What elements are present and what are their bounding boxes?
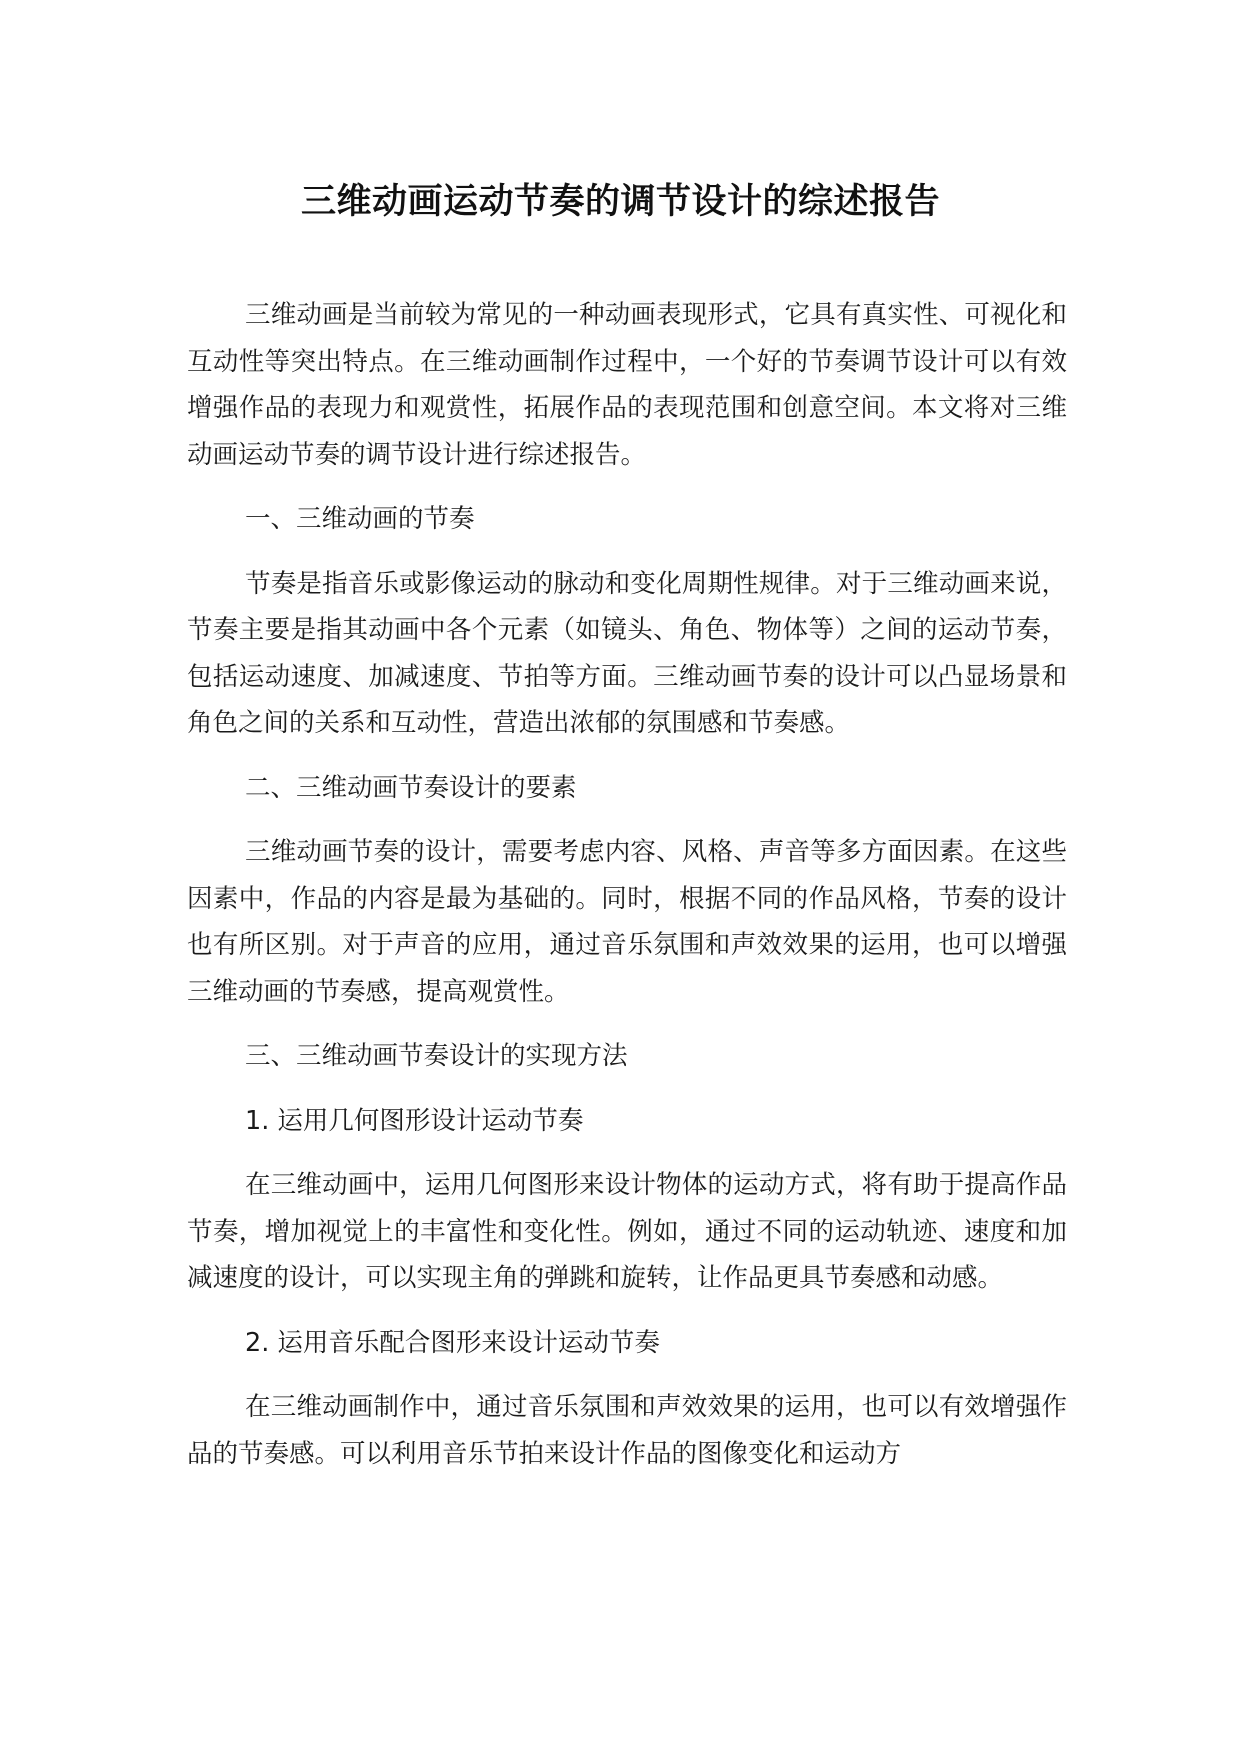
paragraph-intro: 三维动画是当前较为常见的一种动画表现形式，它具有真实性、可视化和互动性等突出特点。在三维动画制作过程中，一个好的节奏调节设计可以有效增强作品的表现力和观赏性，拓展作品的表现范围和创意空间。本文将对三维动画运动节奏的调节设计进行综述报告。 bbox=[187, 300, 1067, 470]
document-title: 三维动画运动节奏的调节设计的综述报告 bbox=[300, 182, 940, 222]
section-heading-3: 三、三维动画节奏设计的实现方法 bbox=[245, 1041, 628, 1071]
paragraph-music: 在三维动画制作中，通过音乐氛围和声效效果的运用，也可以有效增强作品的节奏感。可以利用音乐节拍来设计作品的图像变化和运动方 bbox=[187, 1392, 1067, 1469]
subsection-heading-2: 2. 运用音乐配合图形来设计运动节奏 bbox=[245, 1327, 660, 1358]
paragraph-elements: 三维动画节奏的设计，需要考虑内容、风格、声音等多方面因素。在这些因素中，作品的内容是最为基础的。同时，根据不同的作品风格，节奏的设计也有所区别。对于声音的应用，通过音乐氛围和声效效果的运用，也可以增强三维动画的节奏感，提高观赏性。 bbox=[187, 837, 1067, 1007]
section-heading-1: 一、三维动画的节奏 bbox=[245, 504, 475, 534]
paragraph-rhythm: 节奏是指音乐或影像运动的脉动和变化周期性规律。对于三维动画来说，节奏主要是指其动画中各个元素（如镜头、角色、物体等）之间的运动节奏，包括运动速度、加减速度、节拍等方面。三维动画节奏的设计可以凸显场景和角色之间的关系和互动性，营造出浓郁的氛围感和节奏感。 bbox=[187, 568, 1067, 738]
paragraph-geometry: 在三维动画中，运用几何图形来设计物体的运动方式，将有助于提高作品节奏，增加视觉上的丰富性和变化性。例如，通过不同的运动轨迹、速度和加减速度的设计，可以实现主角的弹跳和旋转，让作品更具节奏感和动感。 bbox=[187, 1170, 1067, 1293]
section-heading-2: 二、三维动画节奏设计的要素 bbox=[245, 772, 577, 803]
document-body bbox=[187, 292, 1067, 1495]
subsection-heading-1: 1. 运用几何图形设计运动节奏 bbox=[245, 1105, 584, 1136]
